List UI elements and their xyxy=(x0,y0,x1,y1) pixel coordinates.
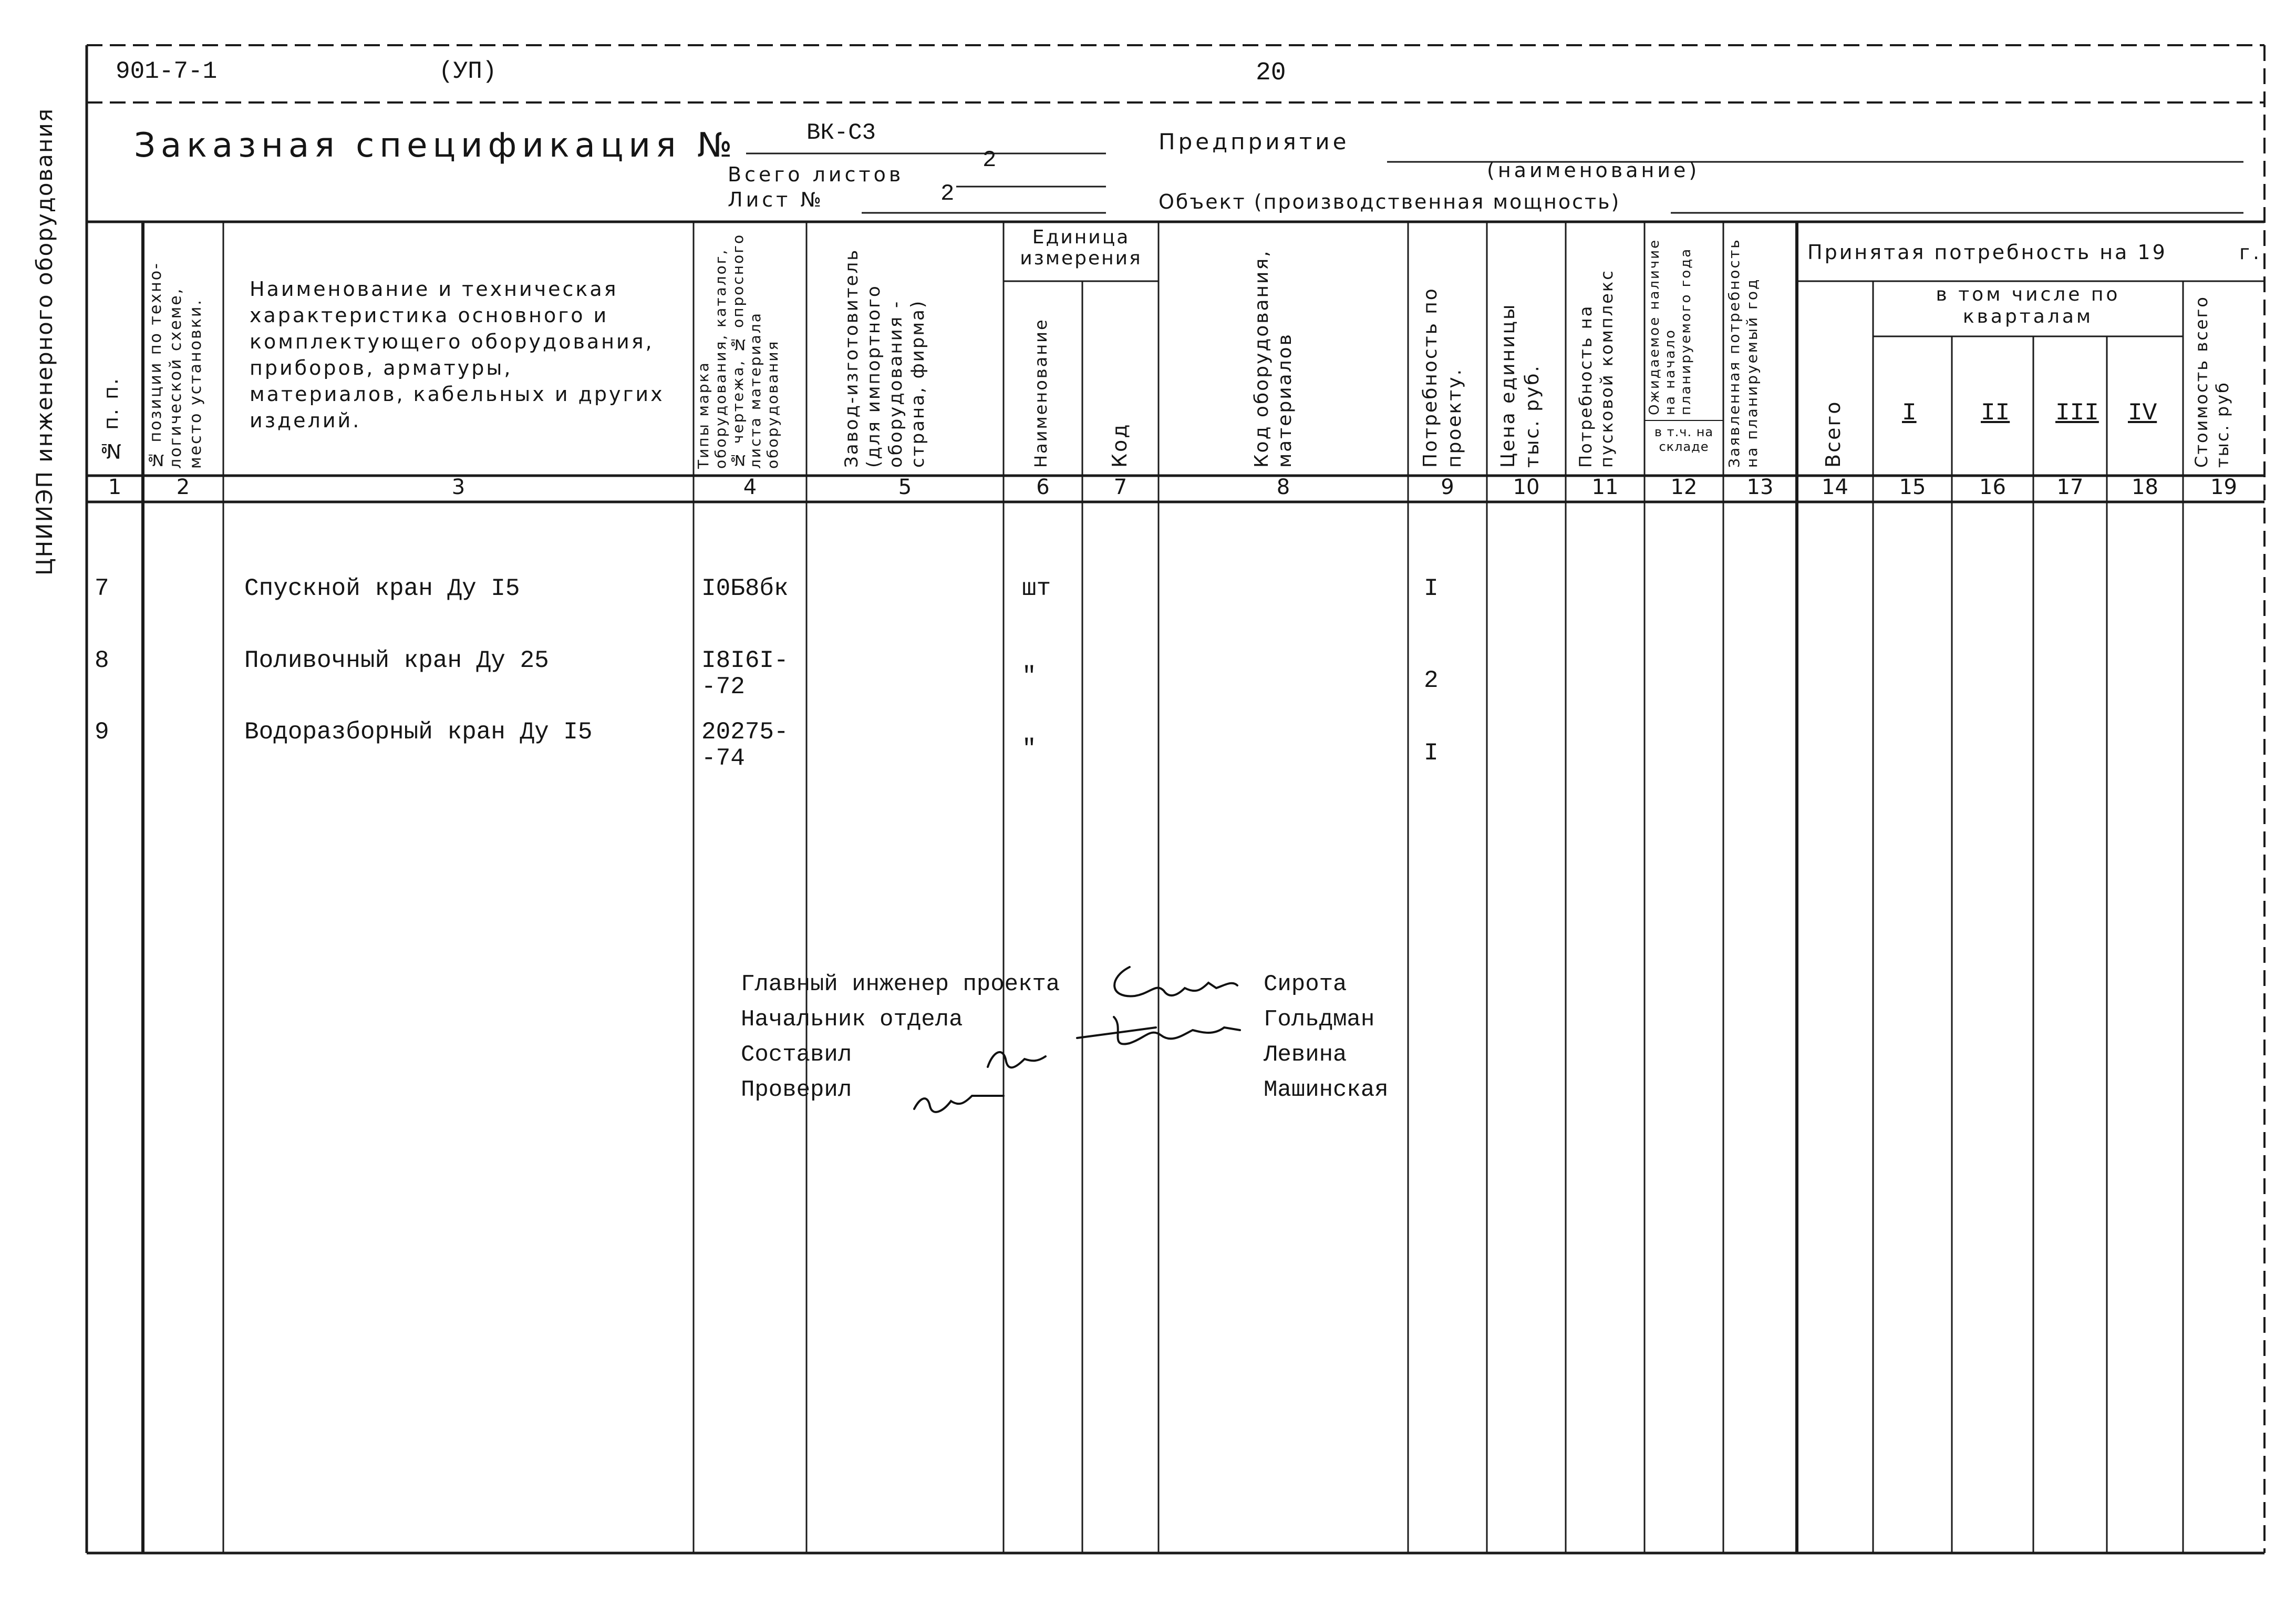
header-col-7: Код xyxy=(1108,423,1131,468)
spec-title: Заказная спецификация № xyxy=(134,126,738,165)
header-col-13-text: Заявленная потребность на планируемый год xyxy=(1725,238,1761,468)
sheet-no-value: 2 xyxy=(940,181,955,207)
row-no: 7 xyxy=(95,575,109,602)
row-no: 9 xyxy=(95,718,109,746)
header-col-2-text: № позиции по техно-логической схеме, место установки. xyxy=(147,262,205,469)
row-name: Поливочный кран Ду 25 xyxy=(244,647,549,674)
spec-number: ВК-С3 xyxy=(806,120,876,146)
header-col-10-text: Цена единицы тыс. руб. xyxy=(1497,303,1543,468)
header-col-14: Всего xyxy=(1822,400,1845,468)
header-col-9-text: Потребность по проекту. xyxy=(1420,287,1465,468)
colnum-16: 16 xyxy=(1979,475,2006,499)
total-sheets-value: 2 xyxy=(982,147,997,173)
colnum-1: 1 xyxy=(108,475,122,499)
header-col-2 xyxy=(146,227,220,469)
row-unit: " xyxy=(1022,735,1037,763)
row-name: Водоразборный кран Ду I5 xyxy=(244,718,593,746)
colnum-12: 12 xyxy=(1670,475,1698,499)
colnum-9: 9 xyxy=(1441,475,1454,499)
header-col-12 xyxy=(1647,226,1721,415)
row-mark: 20275- -74 xyxy=(701,718,789,772)
colnum-17: 17 xyxy=(2056,475,2084,499)
total-sheets-label: Всего листов xyxy=(728,163,904,186)
colnum-4: 4 xyxy=(743,475,757,499)
colnum-19: 19 xyxy=(2210,475,2237,499)
header-col-4-text: Типы марка оборудования, каталог, № чертежа, № опросного листа материала оборудования xyxy=(695,233,781,469)
header-accepted xyxy=(1807,241,2167,264)
row-qty: 2 xyxy=(1424,667,1439,694)
colnum-3: 3 xyxy=(451,475,466,499)
colnum-15: 15 xyxy=(1899,475,1926,499)
colnum-2: 2 xyxy=(176,475,190,499)
signature-name: Левина xyxy=(1264,1042,1347,1068)
colnum-5: 5 xyxy=(898,475,912,499)
header-q2: II xyxy=(1981,399,2010,427)
header-col-11 xyxy=(1575,231,1633,468)
header-col-19 xyxy=(2191,284,2259,468)
signature-scribble-4 xyxy=(914,1096,1004,1112)
header-col-6: Наименование xyxy=(1031,318,1051,468)
header-quarters-group: в том числе по кварталам xyxy=(1936,284,2121,327)
row-unit: шт xyxy=(1022,575,1051,602)
header-col-8 xyxy=(1250,231,1314,468)
signature-name: Сирота xyxy=(1264,971,1347,998)
colnum-18: 18 xyxy=(2132,475,2158,499)
row-unit: " xyxy=(1022,663,1037,690)
side-label: ЦНИИЭП инженерного оборудования xyxy=(32,108,57,576)
project-code: 901-7-1 xyxy=(116,58,218,85)
signature-role: Главный инженер проекта xyxy=(741,971,1060,998)
header-col-5 xyxy=(841,231,977,468)
colnum-6: 6 xyxy=(1036,475,1050,499)
header-col-19-text: Стоимость всего тыс. руб xyxy=(2191,295,2232,468)
header-q3: III xyxy=(2055,399,2099,427)
header-q1: I xyxy=(1902,399,1917,427)
colnum-14: 14 xyxy=(1822,475,1848,499)
enterprise-caption: (наименование) xyxy=(1487,159,1700,182)
signature-scribble-3 xyxy=(988,1052,1046,1067)
header-col-9 xyxy=(1419,263,1476,468)
header-unit-group: Единица измерения xyxy=(1020,227,1142,269)
header-col-11-text: Потребность на пусковой комплекс xyxy=(1576,269,1617,468)
row-mark: I0Б8бк xyxy=(701,575,789,602)
header-col-1: № п. п. xyxy=(99,376,122,462)
header-col-13 xyxy=(1725,226,1794,468)
colnum-8: 8 xyxy=(1276,475,1290,499)
colnum-11: 11 xyxy=(1591,475,1619,499)
header-col-4 xyxy=(695,227,804,469)
sheet-no-label: Лист № xyxy=(728,188,824,211)
album-code: (УП) xyxy=(439,58,497,85)
header-col-8-text: Код оборудования, материалов xyxy=(1251,249,1296,468)
page-number: 20 xyxy=(1256,59,1286,87)
signature-role: Проверил xyxy=(741,1077,852,1103)
header-accepted-suffix: г. xyxy=(2239,241,2263,264)
colnum-10: 10 xyxy=(1513,475,1540,499)
header-col-5-text: Завод-изготовитель (для импортного оборудования - страна, фирма) xyxy=(841,248,928,468)
header-col-10 xyxy=(1496,263,1554,468)
signature-role: Составил xyxy=(741,1042,852,1068)
row-qty: I xyxy=(1424,739,1439,767)
colnum-13: 13 xyxy=(1746,475,1774,499)
row-name: Спускной кран Ду I5 xyxy=(244,575,520,602)
row-qty: I xyxy=(1424,575,1439,602)
row-no: 8 xyxy=(95,647,109,674)
signature-scribble-1 xyxy=(1114,967,1237,996)
signature-role: Начальник отдела xyxy=(741,1006,963,1033)
header-accepted-text: Принятая потребность на 19 xyxy=(1807,241,2167,264)
header-q4: IV xyxy=(2128,399,2157,427)
object-label: Объект (производственная мощность) xyxy=(1159,190,1621,213)
header-col-3: Наименование и техническая характеристика основного и комплектующего оборудования, приборов, арматуры, материалов, кабельных и других изделий. xyxy=(250,277,665,432)
signature-name: Машинская xyxy=(1264,1077,1389,1103)
colnum-7: 7 xyxy=(1113,475,1128,499)
enterprise-label: Предприятие xyxy=(1159,129,1350,155)
row-mark: I8I6I- -72 xyxy=(701,647,789,701)
signature-name: Гольдман xyxy=(1264,1006,1375,1033)
header-col-12-text: Ожидаемое наличие на начало планируемого года xyxy=(1647,238,1694,415)
header-col-12-sub: в т.ч. на складе xyxy=(1654,425,1714,454)
